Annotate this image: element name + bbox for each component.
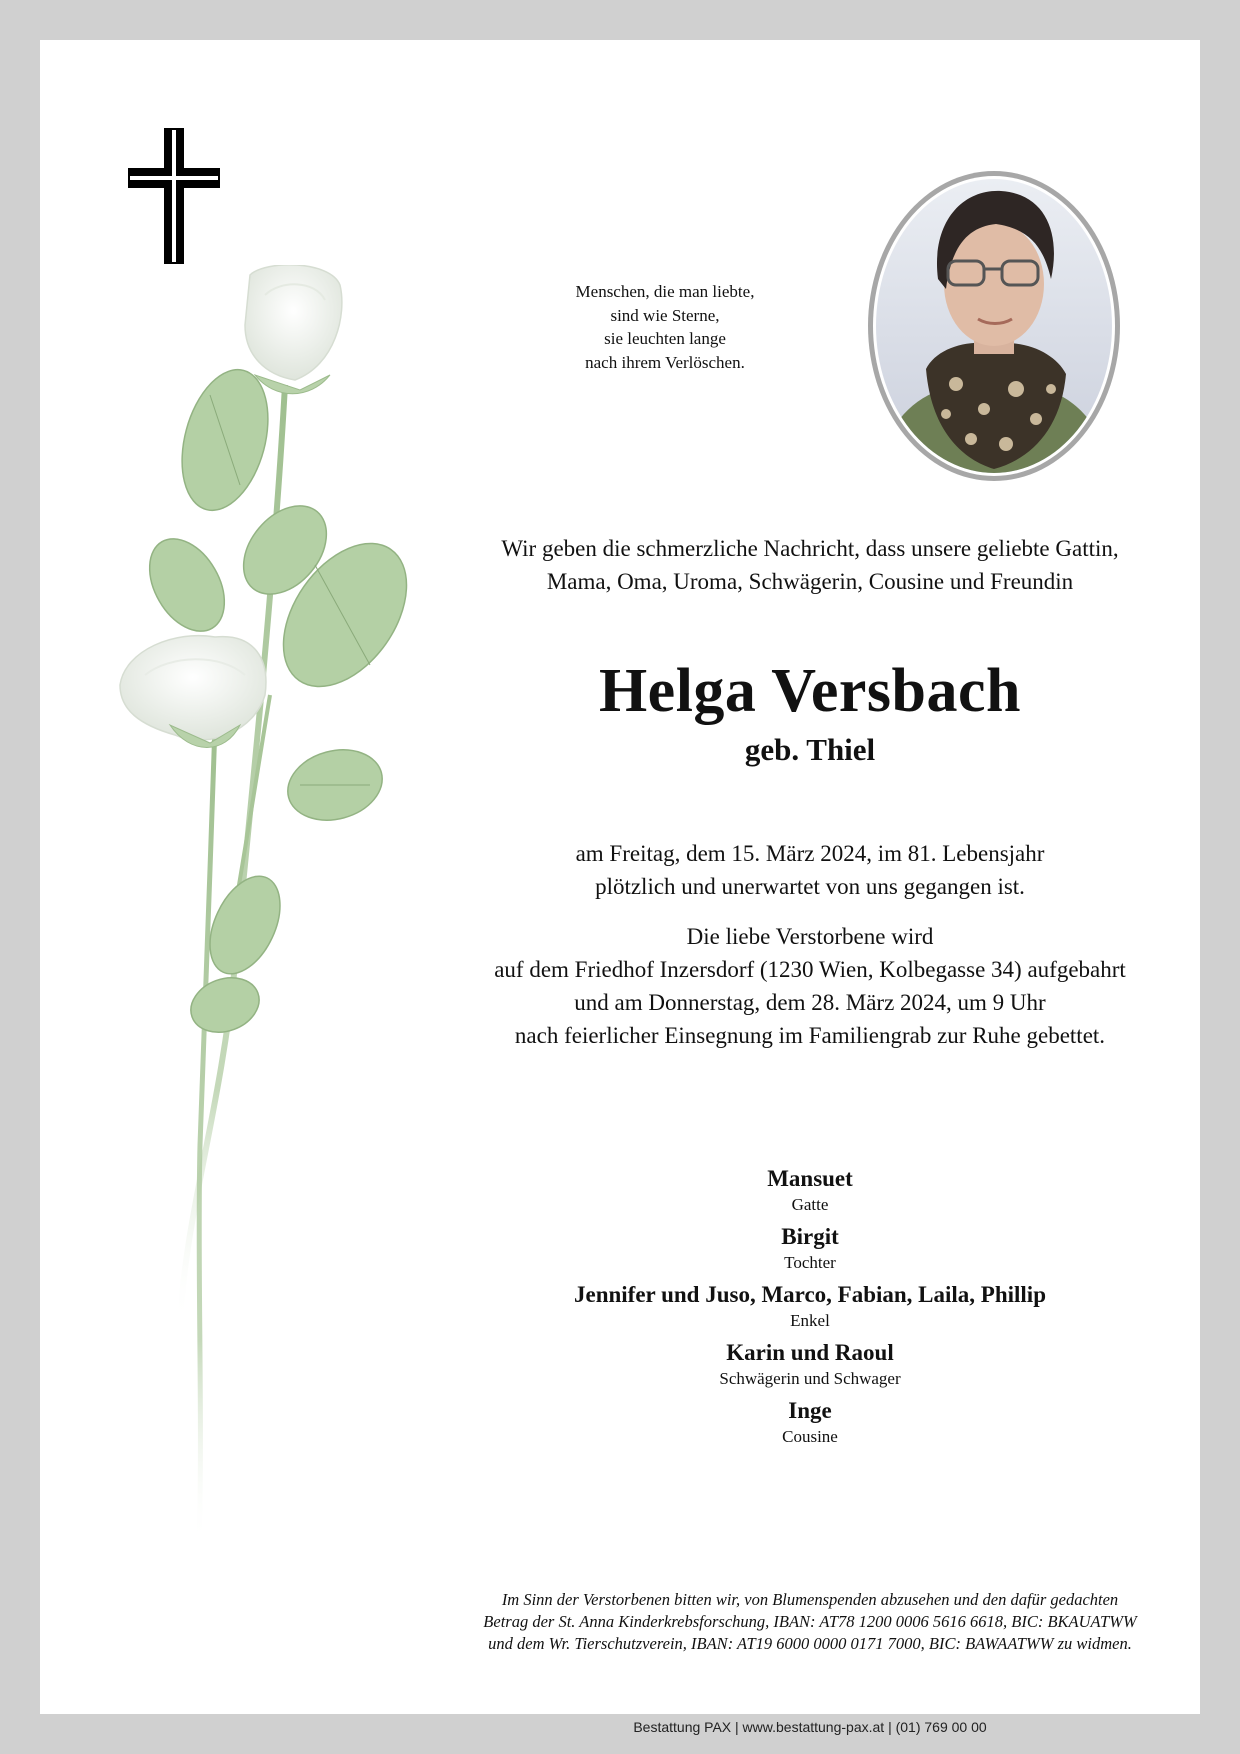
donation-line: und dem Wr. Tierschutzverein, IBAN: AT19 6000 0000 0171 7000, BIC: BAWAATWW zu widmen. bbox=[488, 1634, 1132, 1653]
deceased-name: Helga Versbach bbox=[598, 657, 1022, 725]
donation-line: Betrag der St. Anna Kinderkrebsforschung, IBAN: AT78 1200 0006 5616 6618, BIC: BKAUATWW bbox=[483, 1612, 1137, 1631]
funeral-line: auf dem Friedhof Inzersdorf (1230 Wien, Kolbegasse 34) aufgebahrt bbox=[494, 957, 1126, 982]
verse-line: Menschen, die man liebte, bbox=[575, 282, 755, 301]
death-line: am Freitag, dem 15. März 2024, im 81. Lebensjahr bbox=[575, 841, 1045, 866]
mourner-relation: Enkel bbox=[790, 1311, 830, 1330]
maiden-name: geb. Thiel bbox=[744, 732, 876, 767]
mourner-name: Inge bbox=[788, 1398, 832, 1423]
mourner-name: Karin und Raoul bbox=[726, 1340, 894, 1365]
mourner-name: Birgit bbox=[781, 1224, 839, 1249]
announcement-intro bbox=[440, 532, 1180, 598]
funeral-home-footer: Bestattung PAX | www.bestattung-pax.at | (01) 769 00 00 bbox=[633, 1719, 987, 1735]
portrait-photo bbox=[866, 169, 1122, 483]
mourner-entry bbox=[440, 1222, 1180, 1274]
memorial-verse bbox=[540, 280, 790, 374]
verse-line: sind wie Sterne, bbox=[610, 305, 720, 325]
mourner-relation: Cousine bbox=[782, 1427, 838, 1446]
mourner-name: Jennifer und Juso, Marco, Fabian, Laila, Phillip bbox=[573, 1282, 1046, 1307]
intro-line: Mama, Oma, Uroma, Schwägerin, Cousine und Freundin bbox=[546, 569, 1074, 594]
verse-line: nach ihrem Verlöschen. bbox=[585, 352, 745, 372]
intro-line: Wir geben die schmerzliche Nachricht, dass unsere geliebte Gattin, bbox=[501, 536, 1119, 561]
obituary-sheet bbox=[40, 40, 1200, 1735]
rose-illustration bbox=[115, 265, 455, 1545]
mourner-entry bbox=[440, 1280, 1180, 1332]
mourner-entry bbox=[440, 1396, 1180, 1448]
verse-line: sie leuchten lange bbox=[604, 329, 726, 348]
funeral-details bbox=[440, 920, 1180, 1052]
funeral-line: Die liebe Verstorbene wird bbox=[686, 924, 934, 949]
mourners-list bbox=[440, 1164, 1180, 1454]
donation-request bbox=[440, 1589, 1180, 1655]
mourner-relation: Schwägerin und Schwager bbox=[719, 1369, 901, 1388]
funeral-line: nach feierlicher Einsegnung im Familiengrab zur Ruhe gebettet. bbox=[514, 1023, 1106, 1048]
death-details bbox=[440, 837, 1180, 903]
mourner-entry bbox=[440, 1164, 1180, 1216]
mourner-relation: Gatte bbox=[791, 1195, 829, 1214]
mourner-name: Mansuet bbox=[767, 1166, 853, 1191]
death-line: plötzlich und unerwartet von uns gegangen ist. bbox=[595, 874, 1025, 899]
cross-icon bbox=[128, 128, 220, 264]
mourner-relation: Tochter bbox=[784, 1253, 836, 1272]
donation-line: Im Sinn der Verstorbenen bitten wir, von Blumenspenden abzusehen und den dafür gedachten bbox=[501, 1590, 1119, 1609]
funeral-line: und am Donnerstag, dem 28. März 2024, um 9 Uhr bbox=[574, 990, 1046, 1015]
mourner-entry bbox=[440, 1338, 1180, 1390]
